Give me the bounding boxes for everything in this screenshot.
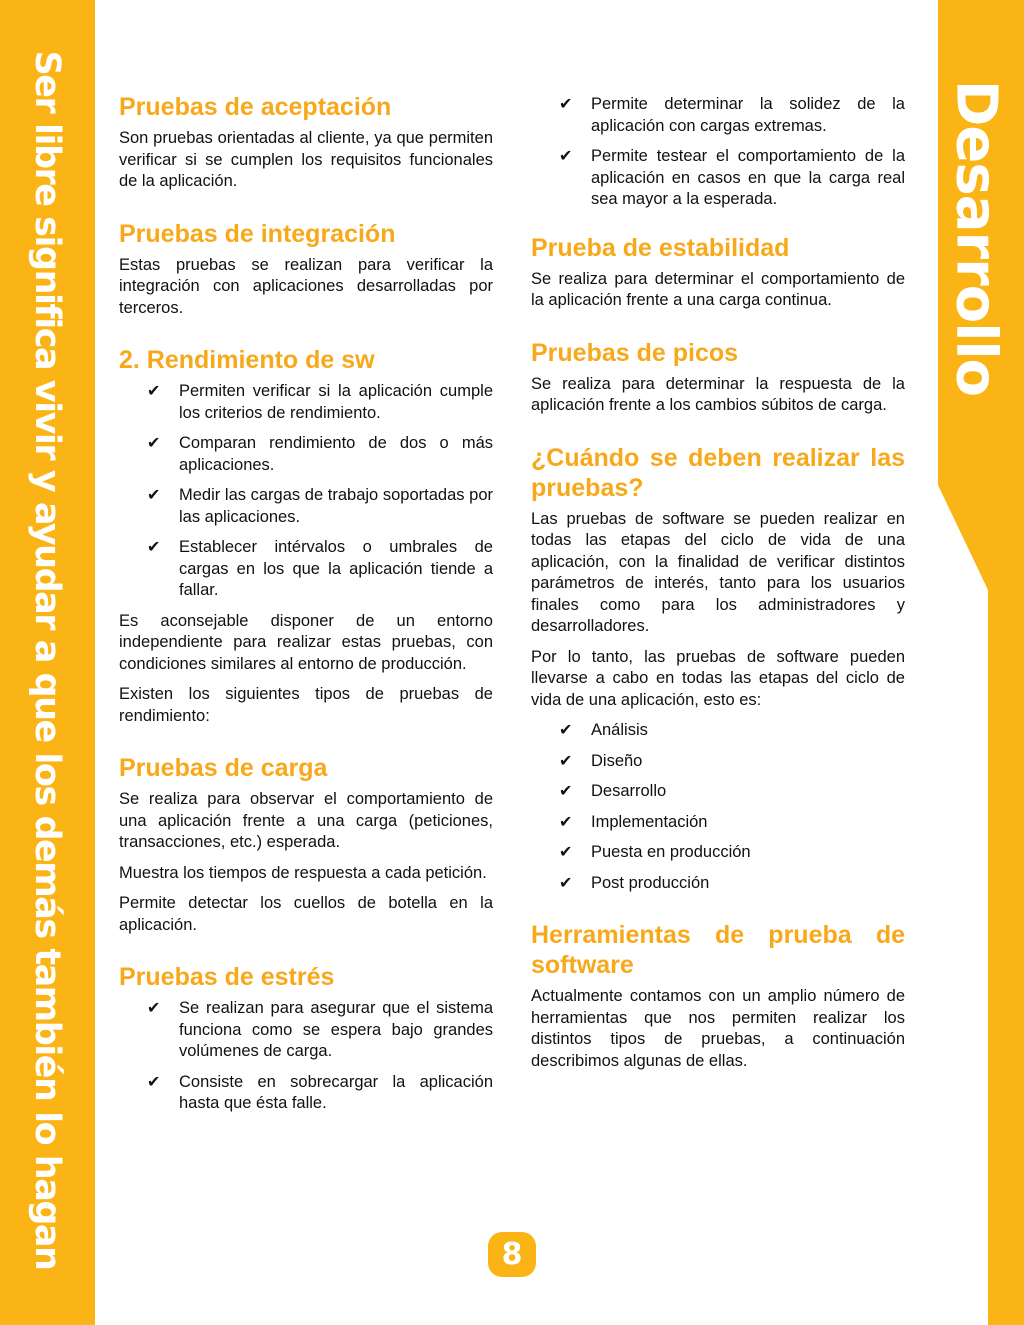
list-item-text: Desarrollo xyxy=(591,782,667,800)
list-rendimiento xyxy=(119,381,493,602)
list-etapas xyxy=(531,720,905,894)
list-item-text: Análisis xyxy=(591,721,648,739)
section-cuando xyxy=(531,443,905,895)
check-icon: ✔ xyxy=(147,539,161,556)
paragraph-carga-2: Muestra los tiempos de respuesta a cada petición. xyxy=(119,863,487,882)
list-estres-continued xyxy=(531,94,905,211)
heading-integracion: Pruebas de integración xyxy=(119,219,396,248)
section-aceptacion xyxy=(119,92,493,193)
list-item xyxy=(531,94,905,137)
list-item-text: Consiste en sobrecargar la aplicación hasta que ésta falle. xyxy=(179,1072,493,1112)
list-item-text: Comparan rendimiento de dos o más aplicaciones. xyxy=(179,434,493,474)
paragraph-carga-1: Se realiza para observar el comportamiento de una aplicación frente a una carga (peticiones, transacciones, etc.) esperada. xyxy=(119,790,493,851)
left-column xyxy=(119,92,493,1141)
list-item xyxy=(119,433,493,476)
list-item-text: Diseño xyxy=(591,751,643,770)
list-item xyxy=(119,1072,493,1115)
heading-aceptacion: Pruebas de aceptación xyxy=(119,93,392,121)
section-tab-label: Desarrollo xyxy=(943,79,1009,397)
list-item-text: Post producción xyxy=(591,873,710,892)
list-item xyxy=(119,485,493,528)
section-picos xyxy=(531,338,905,417)
list-item-text: Puesta en producción xyxy=(591,843,751,861)
list-item xyxy=(531,842,905,864)
section-herramientas xyxy=(531,920,905,1072)
page-number: 8 xyxy=(501,1237,523,1272)
paragraph-rendimiento-2: Existen los siguientes tipos de pruebas de rendimiento: xyxy=(119,685,493,725)
paragraph-integracion: Estas pruebas se realizan para verificar la integración con aplicaciones desarrolladas por terceros. xyxy=(119,255,493,317)
list-item-text: Establecer intérvalos o umbrales de cargas en los que la aplicación tiende a fallar. xyxy=(179,538,493,599)
list-item-text: Medir las cargas de trabajo soportadas por las aplicaciones. xyxy=(179,486,493,526)
heading-rendimiento: 2. Rendimiento de sw xyxy=(119,346,375,374)
paragraph-cuando-2: Por lo tanto, las pruebas de software pueden llevarse a cabo en todas las etapas del ciclo de vida de una aplicación, esto es: xyxy=(531,647,905,709)
heading-carga: Pruebas de carga xyxy=(119,754,328,782)
paragraph-cuando-1: Las pruebas de software se pueden realizar en todas las etapas del ciclo de vida de una aplicación, con la finalidad de verificar distintos parámetros de interés, tanto para los usuarios finales como para los administradores y desarrolladores. xyxy=(531,509,905,635)
list-item xyxy=(531,812,905,834)
section-integracion xyxy=(119,219,493,320)
check-icon: ✔ xyxy=(147,1073,161,1091)
list-item xyxy=(531,781,905,803)
right-column xyxy=(531,94,905,1098)
paragraph-aceptacion: Son pruebas orientadas al cliente, ya que permiten verificar si se cumplen los requisitos funcionales de la aplicación. xyxy=(119,129,493,190)
check-icon: ✔ xyxy=(559,752,573,770)
list-item xyxy=(531,751,905,773)
vertical-quote: Ser libre significa vivir y ayudar a que los demás también lo hagan xyxy=(27,50,67,1270)
list-item xyxy=(119,381,493,424)
check-icon: ✔ xyxy=(559,813,573,831)
check-icon: ✔ xyxy=(147,1000,161,1017)
list-item-text: Permite determinar la solidez de la aplicación con cargas extremas. xyxy=(591,95,905,135)
section-estres xyxy=(119,962,493,1115)
list-item-text: Permiten verificar si la aplicación cumple los criterios de rendimiento. xyxy=(179,382,493,422)
section-carga xyxy=(119,753,493,936)
list-item xyxy=(531,873,905,895)
list-item-text: Se realizan para asegurar que el sistema funciona como se espera bajo grandes volúmenes de carga. xyxy=(179,999,493,1060)
list-estres xyxy=(119,998,493,1115)
list-item xyxy=(119,998,493,1063)
list-item xyxy=(531,720,905,742)
list-item xyxy=(119,537,493,602)
paragraph-carga-3: Permite detectar los cuellos de botella en la aplicación. xyxy=(119,894,493,934)
heading-herramientas: Herramientas de prueba de software xyxy=(531,921,905,979)
list-item-text: Permite testear el comportamiento de la aplicación en casos en que la carga real sea mayor a la esperada. xyxy=(591,147,905,208)
check-icon: ✔ xyxy=(559,96,573,113)
list-item xyxy=(531,146,905,211)
page-number-badge xyxy=(488,1232,536,1277)
check-icon: ✔ xyxy=(147,383,161,400)
paragraph-picos: Se realiza para determinar la respuesta de la aplicación frente a los cambios súbitos de carga. xyxy=(531,374,905,414)
check-icon: ✔ xyxy=(559,722,573,739)
paragraph-rendimiento-1: Es aconsejable disponer de un entorno independiente para realizar estas pruebas, con condiciones similares al entorno de producción. xyxy=(119,611,493,673)
heading-cuando: ¿Cuándo se deben realizar las pruebas? xyxy=(531,443,905,502)
check-icon: ✔ xyxy=(559,148,573,165)
list-item-text: Implementación xyxy=(591,812,708,831)
check-icon: ✔ xyxy=(559,783,573,800)
section-rendimiento xyxy=(119,345,493,727)
check-icon: ✔ xyxy=(147,487,161,504)
paragraph-estabilidad: Se realiza para determinar el comportamiento de la aplicación frente a una carga continua. xyxy=(531,269,905,309)
paragraph-herramientas: Actualmente contamos con un amplio número de herramientas que nos permiten realizar los distintos tipos de pruebas, a continuación describimos algunas de ellas. xyxy=(531,987,905,1070)
heading-estabilidad: Prueba de estabilidad xyxy=(531,233,790,262)
heading-picos: Pruebas de picos xyxy=(531,338,739,367)
heading-estres: Pruebas de estrés xyxy=(119,963,335,991)
check-icon: ✔ xyxy=(559,844,573,861)
check-icon: ✔ xyxy=(147,435,161,452)
section-estabilidad xyxy=(531,233,905,312)
check-icon: ✔ xyxy=(559,874,573,892)
section-estres-continued xyxy=(531,94,905,211)
